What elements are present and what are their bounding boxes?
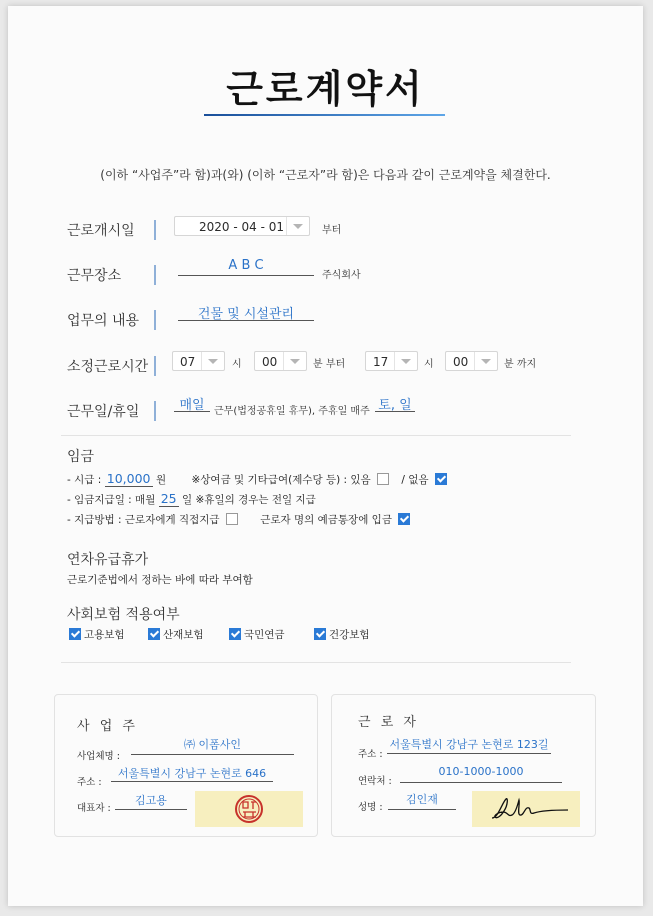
leave-text: 근로기준법에서 정하는 바에 따라 부여함	[67, 574, 253, 586]
dropdown-arrow-icon	[394, 352, 417, 370]
hour-unit: 시	[232, 359, 242, 370]
insurance-item-industrial[interactable]: 산재보험	[148, 627, 204, 642]
section-divider	[61, 435, 571, 436]
signature-icon	[472, 791, 580, 827]
label-divider	[154, 401, 156, 421]
payment-method-row: - 지급방법 : 근로자에게 직접지급 근로자 명의 예금통장에 입금	[67, 512, 413, 527]
dropdown-arrow-icon	[201, 352, 224, 370]
insurance-title: 사회보험 적용여부	[67, 607, 180, 623]
section-divider	[61, 662, 571, 663]
dropdown-arrow-icon	[283, 352, 306, 370]
start-minute-suffix: 분 부터	[313, 359, 346, 370]
employee-box	[331, 694, 596, 837]
start-date-label: 근로개시일	[67, 223, 135, 239]
leave-title: 연차유급휴가	[67, 552, 149, 568]
employee-header: 근 로 자	[358, 715, 419, 730]
page-title: 근로계약서	[226, 67, 425, 111]
employee-address-input[interactable]: 서울특별시 강남구 논현로 123길	[387, 736, 551, 754]
insurance-item-pension[interactable]: 국민연금	[229, 627, 285, 642]
workplace-label: 근무장소	[67, 268, 122, 284]
workplace-suffix: 주식회사	[322, 270, 361, 281]
checkbox-icon[interactable]	[148, 628, 160, 640]
title-underline	[204, 114, 445, 116]
workplace-input[interactable]: A B C	[178, 258, 314, 276]
holiday-input[interactable]: 토, 일	[375, 394, 415, 412]
wage-title: 임금	[67, 449, 95, 465]
workdays-input[interactable]: 매일	[174, 394, 210, 412]
checkbox-icon[interactable]	[314, 628, 326, 640]
checkbox-icon[interactable]	[69, 628, 81, 640]
start-date-select[interactable]: 2020 - 04 - 01	[174, 216, 310, 236]
dropdown-arrow-icon	[286, 217, 309, 235]
representative-label: 대표자 :	[77, 803, 111, 814]
label-divider	[154, 265, 156, 285]
company-input[interactable]: ㈜ 이폼사인	[131, 736, 294, 755]
hour-unit: 시	[424, 359, 434, 370]
workdays-label: 근무일/휴일	[67, 404, 140, 420]
direct-payment-checkbox[interactable]	[226, 513, 238, 525]
hourly-wage-input[interactable]: 10,000	[105, 471, 153, 487]
employer-address-input[interactable]: 서울특별시 강남구 논현로 646	[111, 765, 273, 782]
employer-header: 사 업 주	[77, 719, 138, 734]
phone-label: 연락처 :	[358, 776, 392, 787]
bonus-no-checkbox[interactable]	[435, 473, 447, 485]
start-date-suffix: 부터	[322, 225, 342, 236]
contract-paper	[8, 6, 643, 906]
end-minute-select[interactable]: 00	[445, 351, 498, 371]
name-label: 성명 :	[358, 802, 383, 813]
employer-address-label: 주소 :	[77, 777, 102, 788]
dropdown-arrow-icon	[474, 352, 497, 370]
start-minute-select[interactable]: 00	[254, 351, 307, 371]
start-hour-select[interactable]: 07	[172, 351, 225, 371]
duties-input[interactable]: 건물 및 시설관리	[178, 303, 314, 321]
label-divider	[154, 310, 156, 330]
payday-input[interactable]: 25	[159, 491, 179, 507]
intro-text: (이하 “사업주”라 함)과(와) (이하 “근로자”라 함)은 다음과 같이 근로계약을 체결한다.	[100, 168, 551, 182]
insurance-item-employment[interactable]: 고용보험	[69, 627, 125, 642]
company-label: 사업체명 :	[77, 751, 120, 762]
end-minute-suffix: 분 까지	[504, 359, 537, 370]
workdays-text: 근무(법정공휴일 휴무), 주휴일 매주	[214, 406, 370, 417]
insurance-item-health[interactable]: 건강보험	[314, 627, 370, 642]
bonus-yes-checkbox[interactable]	[377, 473, 389, 485]
end-hour-select[interactable]: 17	[365, 351, 418, 371]
checkbox-icon[interactable]	[229, 628, 241, 640]
representative-input[interactable]: 김고용	[115, 792, 187, 810]
hours-label: 소정근로시간	[67, 359, 149, 375]
phone-input[interactable]: 010-1000-1000	[400, 765, 562, 783]
payday-row: - 임금지급일 : 매월 25 일 ※휴일의 경우는 전일 지급	[67, 491, 316, 506]
label-divider	[154, 356, 156, 376]
label-divider	[154, 220, 156, 240]
bank-deposit-checkbox[interactable]	[398, 513, 410, 525]
hourly-wage-row: - 시급 : 10,000 원 ※상여금 및 기타급여(제수당 등) : 있음 / 없음	[67, 471, 450, 487]
duties-label: 업무의 내용	[67, 313, 140, 329]
employer-box	[54, 694, 318, 837]
employee-address-label: 주소 :	[358, 749, 383, 760]
seal-stamp-icon	[195, 791, 303, 827]
name-input[interactable]: 김인재	[388, 791, 456, 810]
